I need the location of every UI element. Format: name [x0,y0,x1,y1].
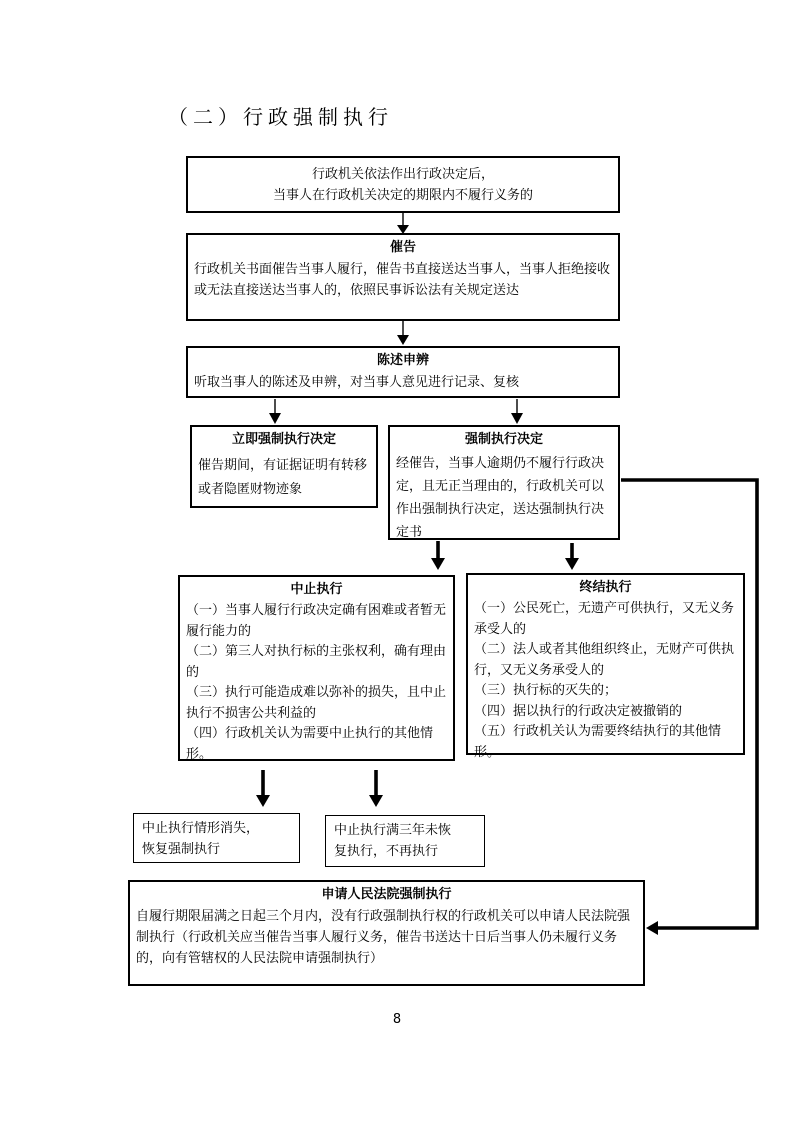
flow-box-resume-enforcement [133,813,300,863]
flow-box-line: 恢复强制执行 [142,842,221,857]
arrow-statement-to-immediate [269,399,281,424]
arrow-enforcement-to-terminate [565,543,579,570]
flow-box-title: 催告 [389,240,416,255]
flow-box-line: 中止执行满三年未恢 [334,823,452,838]
page-number: 8 [392,1012,402,1027]
list-item: （三）执行可能造成难以弥补的损失，且中止执行不损害公共利益的 [186,685,447,721]
flow-box-title: 强制执行决定 [464,432,543,447]
arrow-cuigao-to-statement [397,321,409,345]
arrow-decision-to-cuigao [397,213,409,234]
flow-box-statement-defense [186,346,620,398]
flow-box-line: 行政机关依法作出行政决定后， [311,167,494,182]
flow-box-body: 自履行期限届满之日起三个月内，没有行政强制执行权的行政机关可以申请人民法院强制执行（行政机关应当催告当事人履行义务，催告书送达十日后当事人仍未履行义务的，向有管辖权的人民法院申请强制执行） [136,909,631,966]
flow-box-three-years-no-execution [325,815,485,867]
arrow-suspend-to-expire [369,770,383,807]
flow-box-apply-court-enforcement [128,880,645,986]
flow-box-cuigao [186,233,620,321]
flow-box-line: 当事人在行政机关决定的期限内不履行义务的 [272,188,533,203]
flow-box-title: 申请人民法院强制执行 [321,887,452,902]
arrow-suspend-to-resume [256,770,270,807]
flow-box-title: 终结执行 [579,580,632,595]
flow-box-line: 中止执行情形消失， [142,821,260,836]
flow-box-body: 听取当事人的陈述及申辨，对当事人意见进行记录、复核 [194,375,520,390]
list-item: （一）当事人履行行政决定确有困难或者暂无履行能力的 [186,603,447,639]
flow-box-immediate-enforcement [190,425,378,508]
list-item: （四）行政机关认为需要中止执行的其他情形。 [186,726,434,762]
section-heading: （二）行政强制执行 [168,105,393,129]
list-item: （一）公民死亡，无遗产可供执行，又无义务承受人的 [474,601,735,637]
list-item: （三）执行标的灭失的； [474,683,618,698]
list-item: （二）第三人对执行标的主张权利，确有理由的 [186,644,447,680]
flow-box-administrative-decision [186,156,620,213]
list-item: （五）行政机关认为需要终结执行的其他情形。 [474,724,722,760]
flow-box-body: 经催告，当事人逾期仍不履行行政决定，且无正当理由的，行政机关可以作出强制执行决定，送达强制执行决定书 [396,456,605,540]
flow-box-title: 陈述申辨 [376,353,429,368]
flow-box-terminate-execution [466,573,745,760]
list-item: （二）法人或者其他组织终止，无财产可供执行，又无义务承受人的 [474,642,735,678]
flow-box-body: 行政机关书面催告当事人履行，催告书直接送达当事人，当事人拒绝接收或无法直接送达当事人的，依照民事诉讼法有关规定送达 [194,262,611,298]
flow-box-enforcement-decision [388,425,620,540]
arrow-statement-to-enforcement [511,399,523,424]
flow-box-body: 催告期间，有证据证明有转移或者隐匿财物迹象 [198,458,368,497]
flow-box-title: 中止执行 [290,582,343,597]
list-item: （四）据以执行的行政决定被撤销的 [474,703,683,719]
flow-box-line: 复执行，不再执行 [334,844,439,859]
flow-box-suspend-execution [178,575,455,761]
flow-box-title: 立即强制执行决定 [231,432,336,447]
